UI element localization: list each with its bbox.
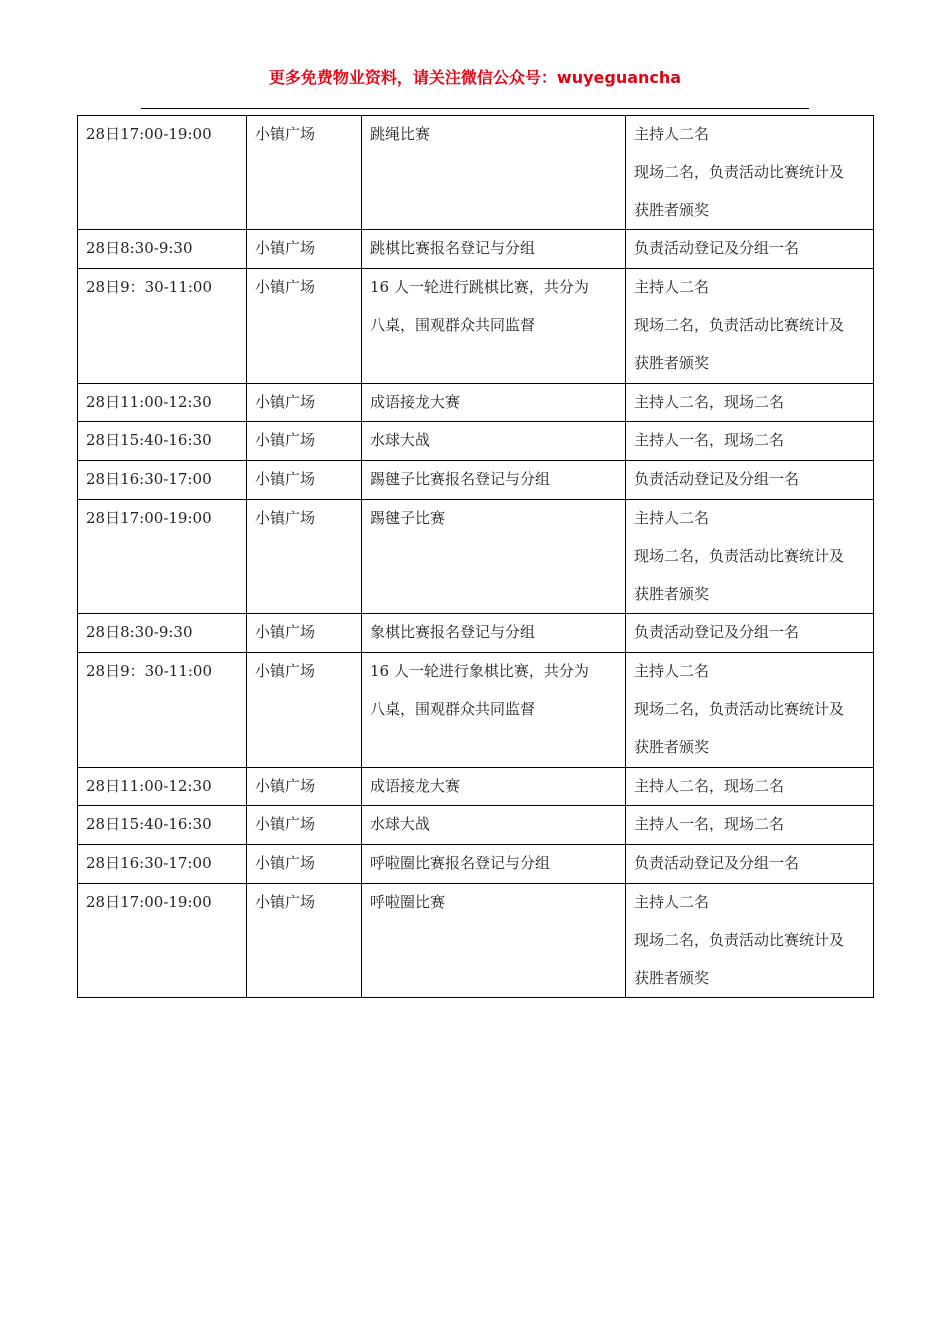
staff-text: 现场二名，负责活动比赛统计及 xyxy=(634,930,845,949)
staff-text: 获胜者颁奖 xyxy=(634,968,710,987)
table-row xyxy=(78,269,874,383)
staff-cell xyxy=(626,499,874,613)
activity-cell xyxy=(362,614,626,653)
staff-text: 主持人二名 xyxy=(634,662,710,681)
activity-text: 踢毽子比赛报名登记与分组 xyxy=(370,470,551,489)
activity-text: 水球大战 xyxy=(370,815,431,834)
time-cell: 28日9：30-11:00 xyxy=(78,269,247,383)
staff-text: 获胜者颁奖 xyxy=(634,200,710,219)
schedule-table xyxy=(77,115,874,998)
location-cell: 小镇广场 xyxy=(247,230,362,269)
staff-cell xyxy=(626,422,874,461)
activity-text: 呼啦圈比赛 xyxy=(370,892,446,911)
activity-text: 八桌，围观群众共同监督 xyxy=(370,699,536,718)
time-cell: 28日17:00-19:00 xyxy=(78,883,247,997)
location-cell: 小镇广场 xyxy=(247,614,362,653)
location-cell: 小镇广场 xyxy=(247,845,362,884)
staff-text: 获胜者颁奖 xyxy=(634,353,710,372)
staff-text: 现场二名，负责活动比赛统计及 xyxy=(634,699,845,718)
time-cell: 28日11:00-12:30 xyxy=(78,383,247,422)
table-row xyxy=(78,116,874,230)
staff-cell xyxy=(626,230,874,269)
table-row xyxy=(78,499,874,613)
table-row xyxy=(78,461,874,500)
table-row xyxy=(78,614,874,653)
staff-text: 主持人一名，现场二名 xyxy=(634,431,785,450)
activity-cell xyxy=(362,383,626,422)
staff-text: 主持人一名，现场二名 xyxy=(634,815,785,834)
staff-cell xyxy=(626,116,874,230)
staff-text: 主持人二名 xyxy=(634,508,710,527)
location-cell: 小镇广场 xyxy=(247,461,362,500)
time-cell: 28日17:00-19:00 xyxy=(78,499,247,613)
staff-cell xyxy=(626,383,874,422)
staff-cell xyxy=(626,806,874,845)
staff-cell xyxy=(626,845,874,884)
staff-text: 现场二名，负责活动比赛统计及 xyxy=(634,315,845,334)
location-cell: 小镇广场 xyxy=(247,269,362,383)
staff-cell xyxy=(626,269,874,383)
activity-cell xyxy=(362,883,626,997)
time-cell: 28日8:30-9:30 xyxy=(78,614,247,653)
staff-text: 主持人二名 xyxy=(634,125,710,143)
table-row xyxy=(78,383,874,422)
staff-cell xyxy=(626,653,874,767)
staff-text: 负责活动登记及分组一名 xyxy=(634,239,800,258)
staff-cell xyxy=(626,767,874,806)
activity-cell xyxy=(362,422,626,461)
staff-text: 主持人二名，现场二名 xyxy=(634,392,785,411)
time-cell: 28日9：30-11:00 xyxy=(78,653,247,767)
activity-text: 16 人一轮进行象棋比赛，共分为 xyxy=(370,662,589,681)
staff-text: 负责活动登记及分组一名 xyxy=(634,470,800,489)
activity-text: 成语接龙大赛 xyxy=(370,392,461,411)
location-cell: 小镇广场 xyxy=(247,883,362,997)
activity-text: 成语接龙大赛 xyxy=(370,776,461,795)
staff-text: 负责活动登记及分组一名 xyxy=(634,854,800,873)
location-cell: 小镇广场 xyxy=(247,653,362,767)
table-row xyxy=(78,653,874,767)
staff-text: 现场二名，负责活动比赛统计及 xyxy=(634,546,845,565)
staff-text: 现场二名，负责活动比赛统计及 xyxy=(634,162,845,181)
location-cell: 小镇广场 xyxy=(247,422,362,461)
table-row xyxy=(78,230,874,269)
time-cell: 28日16:30-17:00 xyxy=(78,845,247,884)
activity-cell xyxy=(362,806,626,845)
staff-text: 主持人二名 xyxy=(634,892,710,911)
activity-cell xyxy=(362,845,626,884)
staff-text: 负责活动登记及分组一名 xyxy=(634,623,800,642)
activity-cell xyxy=(362,269,626,383)
activity-text: 跳绳比赛 xyxy=(370,125,431,143)
schedule-table-body xyxy=(78,116,874,998)
location-cell: 小镇广场 xyxy=(247,383,362,422)
table-row xyxy=(78,767,874,806)
activity-cell xyxy=(362,767,626,806)
staff-text: 主持人二名 xyxy=(634,278,710,297)
staff-cell xyxy=(626,461,874,500)
time-cell: 28日8:30-9:30 xyxy=(78,230,247,269)
time-cell: 28日15:40-16:30 xyxy=(78,806,247,845)
table-row xyxy=(78,806,874,845)
activity-text: 呼啦圈比赛报名登记与分组 xyxy=(370,854,551,873)
time-cell: 28日15:40-16:30 xyxy=(78,422,247,461)
location-cell: 小镇广场 xyxy=(247,806,362,845)
staff-text: 主持人二名，现场二名 xyxy=(634,776,785,795)
location-cell: 小镇广场 xyxy=(247,499,362,613)
time-cell: 28日16:30-17:00 xyxy=(78,461,247,500)
table-row xyxy=(78,422,874,461)
location-cell: 小镇广场 xyxy=(247,767,362,806)
activity-text: 踢毽子比赛 xyxy=(370,508,446,527)
activity-text: 跳棋比赛报名登记与分组 xyxy=(370,239,536,258)
table-row xyxy=(78,845,874,884)
staff-cell xyxy=(626,883,874,997)
time-cell: 28日11:00-12:30 xyxy=(78,767,247,806)
activity-text: 象棋比赛报名登记与分组 xyxy=(370,623,536,642)
staff-cell xyxy=(626,614,874,653)
activity-cell xyxy=(362,230,626,269)
activity-cell xyxy=(362,116,626,230)
staff-text: 获胜者颁奖 xyxy=(634,584,710,603)
activity-cell xyxy=(362,461,626,500)
header-divider xyxy=(141,108,809,109)
activity-text: 16 人一轮进行跳棋比赛，共分为 xyxy=(370,278,589,297)
activity-text: 水球大战 xyxy=(370,431,431,450)
table-row xyxy=(78,883,874,997)
location-cell: 小镇广场 xyxy=(247,116,362,230)
activity-cell xyxy=(362,653,626,767)
activity-text: 八桌，围观群众共同监督 xyxy=(370,315,536,334)
staff-text: 获胜者颁奖 xyxy=(634,737,710,756)
time-cell: 28日17:00-19:00 xyxy=(78,116,247,230)
activity-cell xyxy=(362,499,626,613)
header-promo-text: 更多免费物业资料，请关注微信公众号：wuyeguancha xyxy=(268,68,682,87)
